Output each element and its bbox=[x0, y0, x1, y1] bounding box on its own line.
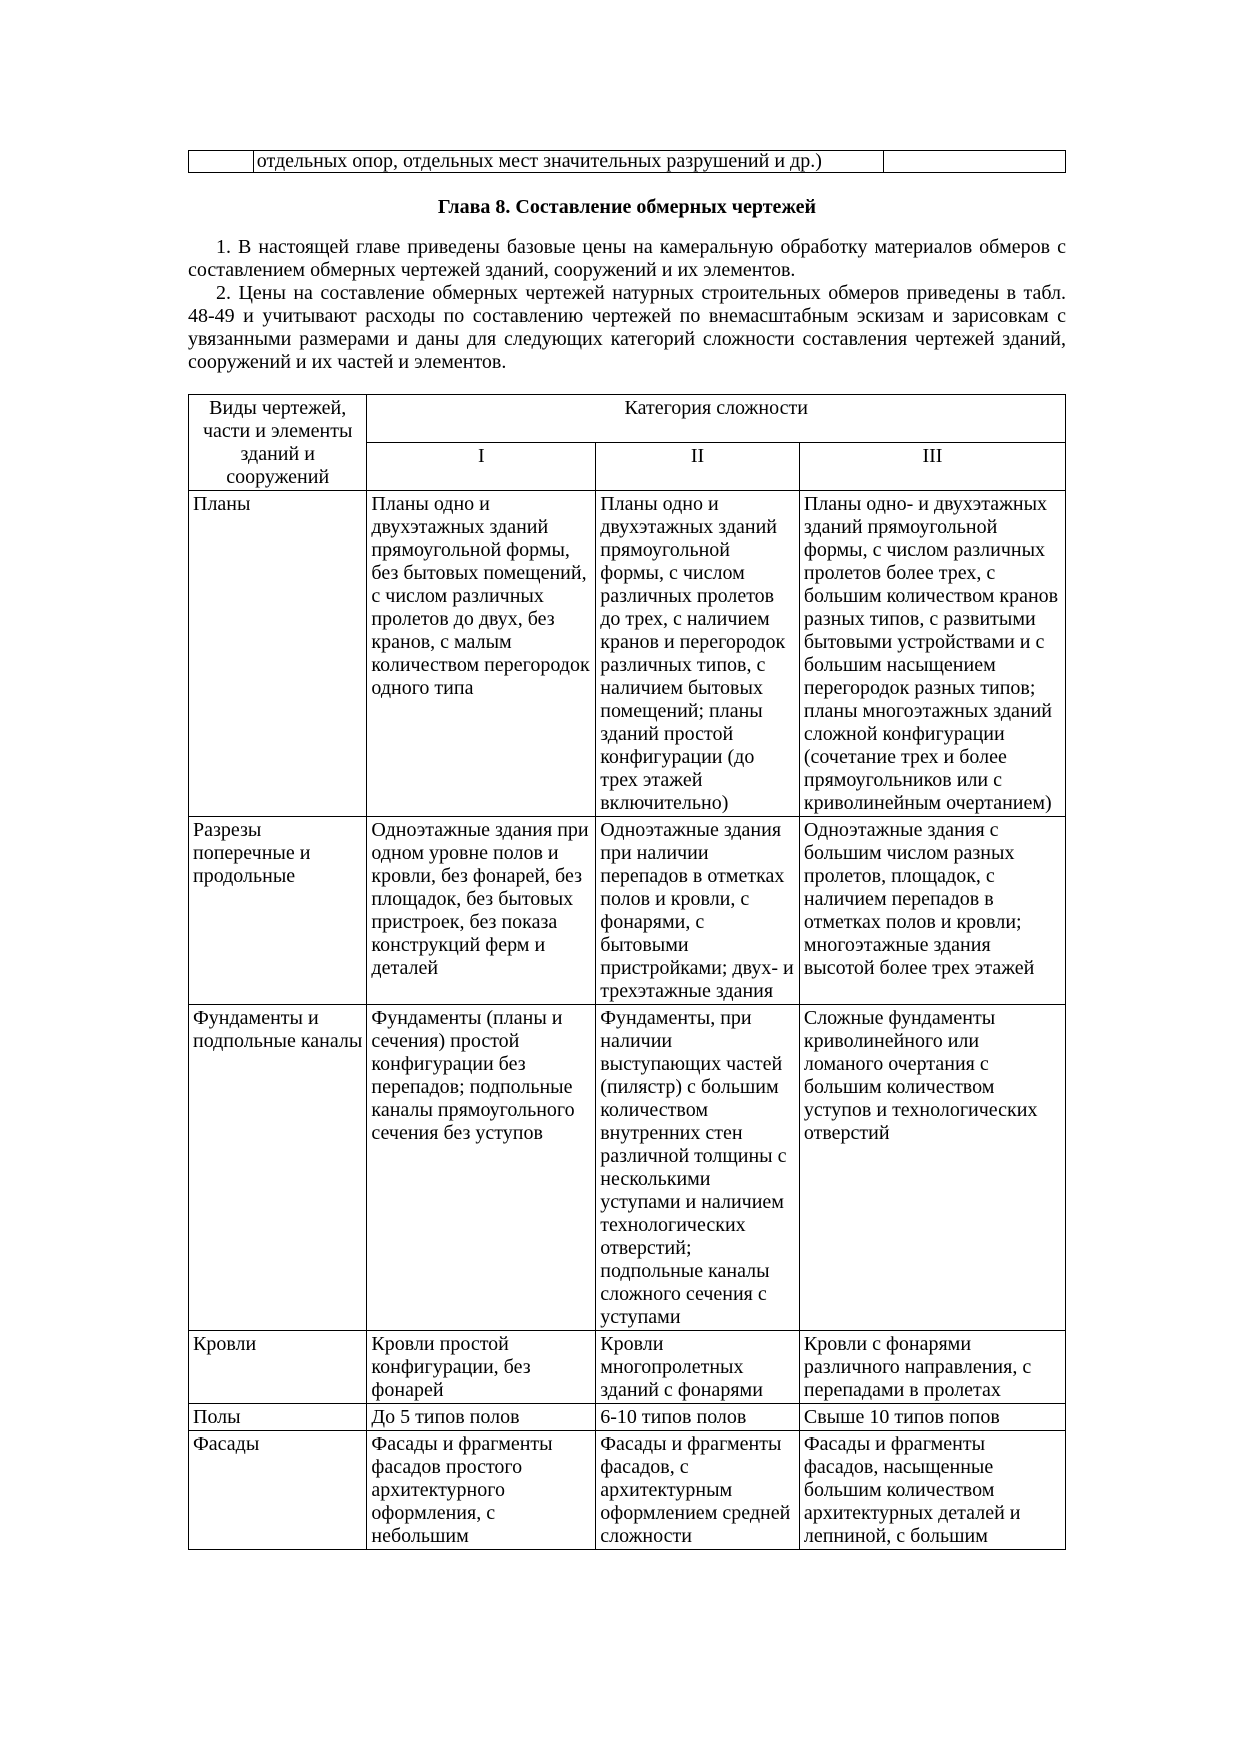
header-drawing-types: Виды чертежей, части и элементы зданий и сооружений bbox=[189, 395, 367, 491]
table-cell: Фасады и фрагменты фасадов, насыщенные большим количеством архитектурных деталей и лепниной, с большим bbox=[799, 1431, 1065, 1550]
table-cell: Фасады и фрагменты фасадов, с архитектурным оформлением средней сложности bbox=[596, 1431, 800, 1550]
table-cell: Одноэтажные здания при наличии перепадов в отметках полов и кровли, с фонарями, с бытовыми пристройками; двух- и трехэтажные здания bbox=[596, 817, 800, 1005]
header-level-2: II bbox=[596, 443, 800, 491]
continuation-table bbox=[188, 150, 1066, 173]
table-row bbox=[189, 151, 1066, 173]
table-cell: отдельных опор, отдельных мест значительных разрушений и др.) bbox=[253, 151, 883, 173]
row-label: Фундаменты и подпольные каналы bbox=[189, 1005, 367, 1331]
table-cell: 6-10 типов полов bbox=[596, 1404, 800, 1431]
row-label: Кровли bbox=[189, 1331, 367, 1404]
table-row bbox=[189, 817, 1066, 1005]
table-cell: До 5 типов полов bbox=[367, 1404, 596, 1431]
table-row bbox=[189, 491, 1066, 817]
header-level-3: III bbox=[799, 443, 1065, 491]
table-cell: Фундаменты, при наличии выступающих частей (пилястр) с большим количеством внутренних стен различной толщины с несколькими уступами и наличием технологических отверстий; подпольные каналы сложного сечения с уступами bbox=[596, 1005, 800, 1331]
table-row bbox=[189, 1404, 1066, 1431]
table-cell: Свыше 10 типов попов bbox=[799, 1404, 1065, 1431]
paragraph: 1. В настоящей главе приведены базовые цены на камеральную обработку материалов обмеров с составлением обмерных чертежей зданий, сооружений и их элементов. bbox=[188, 236, 1066, 281]
table-cell: Одноэтажные здания при одном уровне полов и кровли, без фонарей, без площадок, без бытовых пристроек, без показа конструкций ферм и деталей bbox=[367, 817, 596, 1005]
row-label: Полы bbox=[189, 1404, 367, 1431]
table-cell bbox=[883, 151, 1065, 173]
header-level-1: I bbox=[367, 443, 596, 491]
complexity-table bbox=[188, 394, 1066, 1550]
table-cell: Планы одно- и двухэтажных зданий прямоугольной формы, с числом различных пролетов более трех, с большим количеством кранов разных типов, с развитыми бытовыми устройствами и с большим насыщением перегородок разных типов; планы многоэтажных зданий сложной конфигурации (сочетание трех и более прямоугольников или с криволинейным очертанием) bbox=[799, 491, 1065, 817]
paragraph: 2. Цены на составление обмерных чертежей натурных строительных обмеров приведены в табл. 48-49 и учитывают расходы по составлению чертежей по внемасштабным эскизам и зарисовкам с увязанными размерами и даны для следующих категорий сложности составления чертежей зданий, сооружений и их частей и элементов. bbox=[188, 282, 1066, 373]
document-page bbox=[188, 150, 1066, 1550]
table-row bbox=[189, 1331, 1066, 1404]
table-cell: Фасады и фрагменты фасадов простого архитектурного оформления, с небольшим bbox=[367, 1431, 596, 1550]
table-cell: Планы одно и двухэтажных зданий прямоугольной формы, без бытовых помещений, с числом различных пролетов до двух, без кранов, с малым количеством перегородок одного типа bbox=[367, 491, 596, 817]
table-cell: Кровли многопролетных зданий с фонарями bbox=[596, 1331, 800, 1404]
chapter-heading: Глава 8. Составление обмерных чертежей bbox=[437, 196, 817, 218]
table-header-row bbox=[189, 395, 1066, 443]
header-complexity-category: Категория сложности bbox=[367, 395, 1066, 443]
table-cell: Сложные фундаменты криволинейного или ломаного очертания с большим количеством уступов и технологических отверстий bbox=[799, 1005, 1065, 1331]
table-cell: Кровли с фонарями различного направления, с перепадами в пролетах bbox=[799, 1331, 1065, 1404]
table-cell: Одноэтажные здания с большим числом разных пролетов, площадок, с наличием перепадов в отметках полов и кровли; многоэтажные здания высотой более трех этажей bbox=[799, 817, 1065, 1005]
table-cell bbox=[189, 151, 254, 173]
row-label: Разрезы поперечные и продольные bbox=[189, 817, 367, 1005]
row-label: Планы bbox=[189, 491, 367, 817]
table-cell: Фундаменты (планы и сечения) простой конфигурации без перепадов; подпольные каналы прямоугольного сечения без уступов bbox=[367, 1005, 596, 1331]
table-row bbox=[189, 1431, 1066, 1550]
table-cell: Кровли простой конфигурации, без фонарей bbox=[367, 1331, 596, 1404]
table-row bbox=[189, 1005, 1066, 1331]
row-label: Фасады bbox=[189, 1431, 367, 1550]
intro-paragraphs bbox=[188, 236, 1066, 374]
table-cell: Планы одно и двухэтажных зданий прямоугольной формы, с числом различных пролетов до трех, с наличием кранов и перегородок различных типов, с наличием бытовых помещений; планы зданий простой конфигурации (до трех этажей включительно) bbox=[596, 491, 800, 817]
